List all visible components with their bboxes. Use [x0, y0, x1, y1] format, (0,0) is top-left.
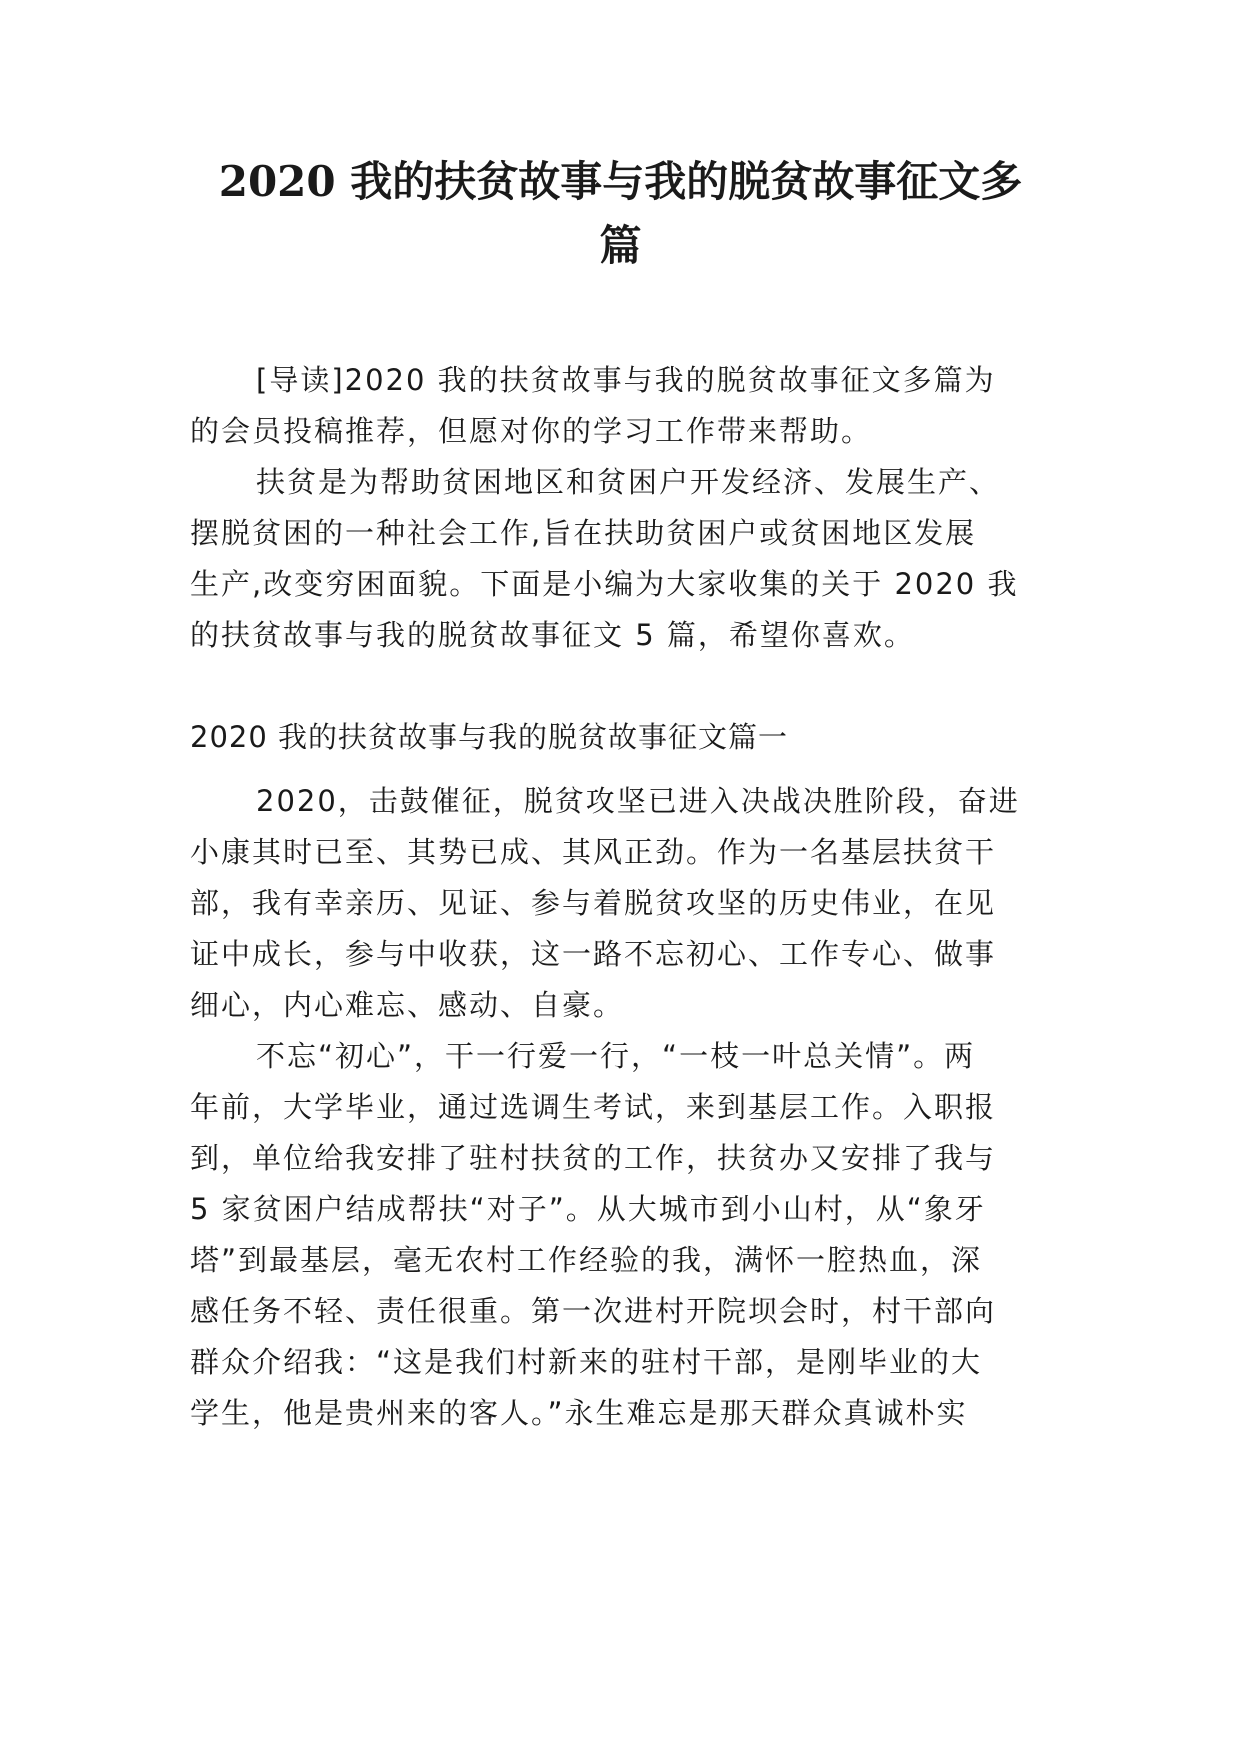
section-heading: 2020 我的扶贫故事与我的脱贫故事征文篇一 — [190, 720, 789, 754]
text-line: 摆脱贫困的一种社会工作,旨在扶助贫困户或贫困地区发展 — [190, 516, 977, 550]
text-line: 塔”到最基层，毫无农村工作经验的我，满怀一腔热血，深 — [190, 1243, 983, 1277]
document-title — [150, 150, 1091, 278]
text-line: 的会员投稿推荐，但愿对你的学习工作带来帮助。 — [190, 414, 873, 448]
text-line: 小康其时已至、其势已成、其风正劲。作为一名基层扶贫干 — [190, 835, 997, 869]
title-line: 2020 我的扶贫故事与我的脱贫故事征文多 — [218, 157, 1023, 206]
story-paragraph-1 — [190, 776, 1070, 1031]
text-line: 部，我有幸亲历、见证、参与着脱贫攻坚的历史伟业，在见 — [190, 886, 997, 920]
text-line: 不忘“初心”，干一行爱一行，“一枝一叶总关情”。两 — [256, 1039, 976, 1073]
text-line: 生产,改变穷困面貌。下面是小编为大家收集的关于 2020 我 — [190, 567, 1019, 601]
intro-paragraph-2 — [190, 457, 1070, 661]
story-section — [190, 712, 1070, 1439]
story-paragraph-2 — [190, 1031, 1070, 1439]
text-line: 的扶贫故事与我的脱贫故事征文 5 篇，希望你喜欢。 — [190, 618, 915, 652]
text-line: 2020，击鼓催征，脱贫攻坚已进入决战决胜阶段，奋进 — [256, 784, 1020, 818]
text-line: 细心，内心难忘、感动、自豪。 — [190, 988, 625, 1022]
text-line: 群众介绍我：“这是我们村新来的驻村干部，是刚毕业的大 — [190, 1345, 983, 1379]
intro-paragraph-1 — [190, 355, 1070, 457]
text-line: 证中成长，参与中收获，这一路不忘初心、工作专心、做事 — [190, 937, 997, 971]
text-line: 感任务不轻、责任很重。第一次进村开院坝会时，村干部向 — [190, 1294, 997, 1328]
title-line: 篇 — [599, 221, 642, 270]
text-line: 年前，大学毕业，通过选调生考试，来到基层工作。入职报 — [190, 1090, 997, 1124]
intro-section — [190, 355, 1070, 661]
text-line: 学生，他是贵州来的客人。”永生难忘是那天群众真诚朴实 — [190, 1396, 968, 1430]
text-line: 扶贫是为帮助贫困地区和贫困户开发经济、发展生产、 — [256, 465, 1001, 499]
text-line: [导读]2020 我的扶贫故事与我的脱贫故事征文多篇为 — [256, 363, 996, 397]
text-line: 5 家贫困户结成帮扶“对子”。从大城市到小山村，从“象牙 — [190, 1192, 986, 1226]
text-line: 到，单位给我安排了驻村扶贫的工作，扶贫办又安排了我与 — [190, 1141, 997, 1175]
